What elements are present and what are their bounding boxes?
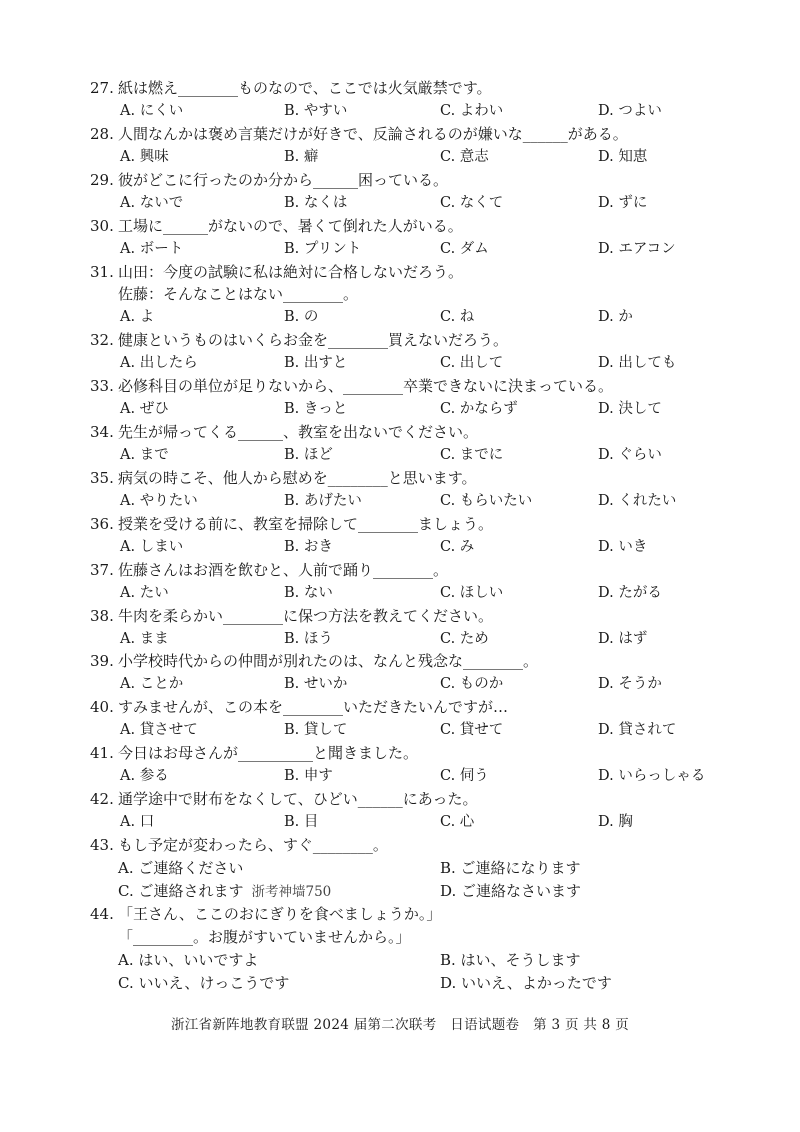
answer-option[interactable]: C. までに <box>440 447 504 463</box>
question-text: 病気の時こそ、他人から慰めを________と思います。 <box>118 468 477 487</box>
answer-option[interactable]: A. ぜひ <box>120 401 169 418</box>
question-stem <box>90 696 730 719</box>
answer-option[interactable]: A. 参る <box>120 768 169 785</box>
question-number: 41. <box>90 744 114 763</box>
answer-option[interactable]: B. せいか <box>284 676 348 693</box>
answer-option[interactable]: C. 出して <box>440 355 504 372</box>
answer-option[interactable]: C. ほしい <box>440 584 504 601</box>
question-text: 牛肉を柔らかい________に保つ方法を教えてください。 <box>118 606 494 625</box>
question-stem <box>90 329 730 352</box>
answer-option[interactable]: B. 癖 <box>284 148 319 165</box>
options-row <box>90 490 730 513</box>
question-stem <box>90 467 730 490</box>
answer-option[interactable]: D. 知恵 <box>598 148 648 165</box>
question-number: 36. <box>90 514 114 533</box>
answer-option[interactable]: D. いらっしゃる <box>598 768 706 785</box>
question-number: 44. <box>90 904 114 923</box>
options-row <box>90 306 730 329</box>
watermark-text: 浙考神墙750 <box>251 883 332 900</box>
question-text: 通学途中で財布をなくして、ひどい______にあった。 <box>118 790 478 809</box>
options-row <box>90 582 730 605</box>
question-text: 小学校時代からの仲間が別れたのは、なんと残念な________。 <box>118 652 539 671</box>
answer-option[interactable]: A. 出したら <box>120 355 198 372</box>
answer-option[interactable]: C. かならず <box>440 401 518 418</box>
answer-option[interactable]: C. もらいたい <box>440 492 533 509</box>
question-list <box>90 77 730 995</box>
question-number: 43. <box>90 835 114 854</box>
question-text: 山田：今度の試験に私は絶対に合格しないだろう。 <box>118 262 464 281</box>
answer-option[interactable]: C. み <box>440 538 475 555</box>
question-stem <box>90 261 730 284</box>
question-stem <box>90 834 730 857</box>
answer-option[interactable]: C. なくて <box>440 194 504 211</box>
question-number: 39. <box>90 652 114 671</box>
question-number: 38. <box>90 606 114 625</box>
question-text: 授業を受ける前に、教室を掃除して________ましょう。 <box>118 514 494 533</box>
question-stem <box>90 903 730 926</box>
answer-option[interactable]: A. ご連絡ください <box>118 858 244 877</box>
answer-option[interactable]: D. たがる <box>598 584 662 601</box>
answer-option[interactable]: C. よわい <box>440 102 504 119</box>
question-stem <box>90 421 730 444</box>
question-stem <box>90 513 730 536</box>
question-stem <box>90 375 730 398</box>
question-number: 35. <box>90 468 114 487</box>
question-number: 32. <box>90 331 114 350</box>
answer-option[interactable]: B. 貸して <box>284 722 348 739</box>
options-row <box>90 444 730 467</box>
question-subline: 佐藤：そんなことはない________。 <box>118 285 359 304</box>
answer-option[interactable]: A. ことか <box>120 676 184 693</box>
question-stem <box>90 788 730 811</box>
question-number: 40. <box>90 698 114 717</box>
answer-option[interactable]: D. 貸されて <box>598 722 677 739</box>
answer-option[interactable]: B. の <box>284 309 319 326</box>
answer-option[interactable]: A. はい、いいですよ <box>118 950 259 969</box>
options-row <box>90 628 730 651</box>
answer-option[interactable]: D. 出しても <box>598 355 677 372</box>
question-stem <box>90 650 730 673</box>
answer-option[interactable]: A. まで <box>120 447 169 463</box>
question-stem <box>90 169 730 192</box>
answer-option[interactable]: D. ぐらい <box>598 447 662 463</box>
options-row <box>90 146 730 169</box>
options-row <box>90 949 730 972</box>
answer-option[interactable]: B. 目 <box>284 814 319 830</box>
question-number: 42. <box>90 790 114 809</box>
answer-option[interactable]: D. いいえ、よかったです <box>440 973 612 992</box>
answer-option[interactable]: D. はず <box>598 630 648 647</box>
answer-option[interactable]: B. きっと <box>284 401 348 418</box>
answer-option[interactable]: C. 貸せて <box>440 722 504 739</box>
question-text: 佐藤さんはお酒を飲むと、人前で踊り________。 <box>118 560 449 579</box>
options-row <box>90 673 730 696</box>
answer-option[interactable]: C. ものか <box>440 676 504 693</box>
question-text: 紙は燃え________ものなので、ここでは火気厳禁です。 <box>118 79 492 97</box>
answer-option[interactable]: A. やりたい <box>120 492 198 509</box>
options-row <box>90 719 730 742</box>
question-stem <box>90 742 730 765</box>
answer-option[interactable]: C. ね <box>440 309 475 326</box>
answer-option[interactable]: C. ダム <box>440 240 489 257</box>
answer-option[interactable]: D. そうか <box>598 676 662 693</box>
question-stem <box>90 123 730 146</box>
answer-option[interactable]: A. まま <box>120 630 169 647</box>
question-number: 33. <box>90 377 114 396</box>
question-text: 健康というものはいくらお金を________買えないだろう。 <box>118 331 509 350</box>
answer-option[interactable]: C. 心 <box>440 814 475 830</box>
options-row <box>90 972 730 995</box>
answer-option[interactable]: A. にくい <box>120 102 184 119</box>
options-row <box>90 880 730 903</box>
answer-option[interactable]: D. か <box>598 309 633 326</box>
question-stem <box>90 559 730 582</box>
answer-option[interactable]: D. いき <box>598 538 648 555</box>
answer-option[interactable]: A. よ <box>120 309 155 326</box>
answer-option[interactable]: D. エアコン <box>598 240 676 257</box>
answer-option[interactable]: C. ため <box>440 630 489 647</box>
answer-option[interactable]: B. あげたい <box>284 492 362 509</box>
question-number: 37. <box>90 560 114 579</box>
options-row <box>90 765 730 788</box>
question-number: 27. <box>90 79 114 97</box>
question-text: すみませんが、この本を________いただきたいんですが… <box>118 698 509 717</box>
answer-option[interactable]: A. しまい <box>120 538 184 555</box>
answer-option[interactable]: D. ご連絡なさいます <box>440 881 582 900</box>
answer-option-text: C. ご連絡されます <box>118 881 244 900</box>
answer-option[interactable]: B. 申す <box>284 768 333 785</box>
options-row <box>90 100 730 123</box>
question-number: 29. <box>90 170 114 189</box>
answer-option[interactable] <box>118 880 331 904</box>
answer-option[interactable]: B. ご連絡になります <box>440 858 581 877</box>
question-text: 必修科目の単位が足りないから、________卒業できないに決まっている。 <box>118 377 614 396</box>
options-row <box>90 192 730 215</box>
options-row <box>90 352 730 375</box>
answer-option[interactable]: C. 意志 <box>440 148 489 165</box>
answer-option[interactable]: B. ほう <box>284 630 333 647</box>
page-footer: 浙江省新阵地教育联盟 2024 届第二次联考 日语试题卷 第 3 页 共 8 页 <box>170 1017 630 1033</box>
question-text: 「王さん、ここのおにぎりを食べましょうか。」 <box>118 904 442 923</box>
answer-option[interactable]: B. はい、そうします <box>440 950 581 969</box>
answer-option[interactable]: B. プリント <box>284 240 362 257</box>
question-number: 28. <box>90 124 114 143</box>
answer-option[interactable]: A. ボート <box>120 240 184 257</box>
question-text: 人間なんかは褒め言葉だけが好きで、反論されるのが嫌いな______がある。 <box>118 124 628 143</box>
question-text: 今日はお母さんが__________と聞きました。 <box>118 744 419 763</box>
question-text: 先生が帰ってくる______、教室を出ないでください。 <box>118 423 479 442</box>
answer-option[interactable]: D. くれたい <box>598 492 677 509</box>
answer-option[interactable]: D. ずに <box>598 194 648 211</box>
answer-option[interactable]: D. 決して <box>598 401 662 418</box>
question-text: 工場に______がないので、暑くて倒れた人がいる。 <box>118 216 463 235</box>
answer-option[interactable]: B. 出すと <box>284 355 348 372</box>
question-number: 30. <box>90 216 114 235</box>
options-row <box>90 238 730 261</box>
answer-option[interactable]: B. なくは <box>284 194 348 211</box>
answer-option[interactable]: B. ほど <box>284 447 333 463</box>
answer-option[interactable]: B. やすい <box>284 102 348 119</box>
question-subline: 「________。お腹がすいていませんから。」 <box>118 927 411 946</box>
question-number: 31. <box>90 262 114 281</box>
answer-option[interactable]: A. ないで <box>120 194 184 211</box>
options-row <box>90 811 730 834</box>
answer-option[interactable]: B. ない <box>284 584 333 601</box>
answer-option[interactable]: C. 伺う <box>440 768 489 785</box>
options-row <box>90 536 730 559</box>
question-text: 彼がどこに行ったのか分から______困っている。 <box>118 170 449 189</box>
question-number: 34. <box>90 423 114 442</box>
question-stem <box>90 215 730 238</box>
options-row <box>90 857 730 880</box>
answer-option[interactable]: C. いいえ、けっこうです <box>118 973 290 992</box>
answer-option[interactable]: A. たい <box>120 584 169 601</box>
options-row <box>90 398 730 421</box>
question-stem <box>90 77 730 100</box>
answer-option[interactable]: A. 興味 <box>120 148 169 165</box>
answer-option[interactable]: D. 胸 <box>598 814 633 830</box>
answer-option[interactable]: A. 貸させて <box>120 722 198 739</box>
question-text: もし予定が変わったら、すぐ________。 <box>118 835 388 854</box>
answer-option[interactable]: A. 口 <box>120 814 155 830</box>
answer-option[interactable]: D. つよい <box>598 102 662 119</box>
question-stem <box>90 605 730 628</box>
answer-option[interactable]: B. おき <box>284 538 333 555</box>
